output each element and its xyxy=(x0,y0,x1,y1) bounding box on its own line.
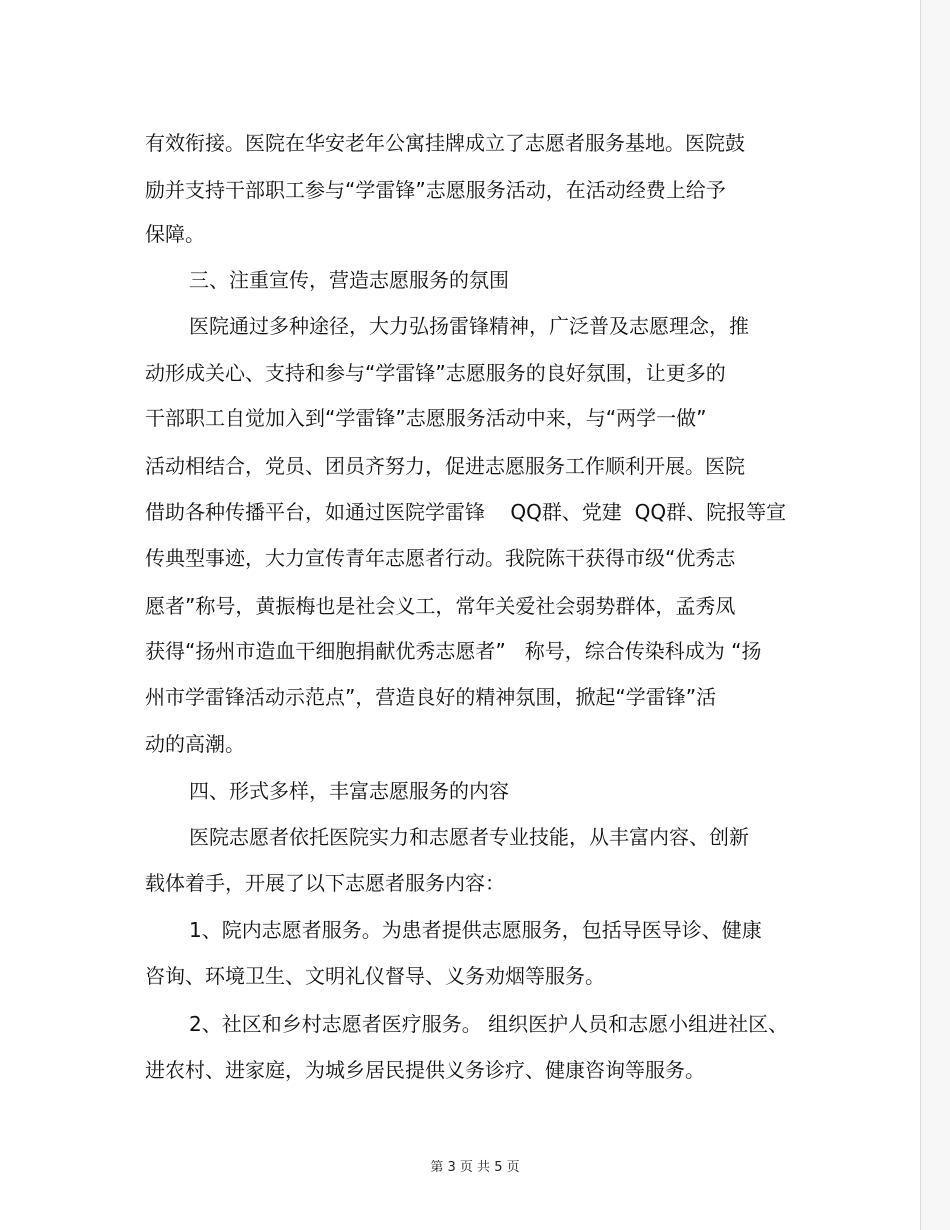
text-line: 州市学雷锋活动示范点”，营造良好的精神氛围，掀起“学雷锋”活 xyxy=(145,685,717,709)
text-line: 有效衔接。医院在华安老年公寓挂牌成立了志愿者服务基地。医院鼓 xyxy=(145,131,745,155)
section-heading: 三、注重宣传，营造志愿服务的氛围 xyxy=(189,268,509,292)
text-line: 传典型事迹，大力宣传青年志愿者行动。我院陈干获得市级“优秀志 xyxy=(145,546,736,570)
text-line: 咨询、环境卫生、文明礼仪督导、义务劝烟等服务。 xyxy=(145,964,605,988)
text-line: 愿者”称号，黄振梅也是社会义工，常年关爱社会弱势群体，孟秀凤 xyxy=(145,594,736,618)
text-line: 动的高潮。 xyxy=(145,732,245,756)
text-line: 借助各种传播平台，如通过医院学雷锋 QQ群、党建 QQ群、院报等宣 xyxy=(145,500,787,524)
text-line: 2、社区和乡村志愿者医疗服务。 组织医护人员和志愿小组进社区、 xyxy=(189,1012,789,1036)
text-line: 保障。 xyxy=(145,222,205,246)
text-line: 活动相结合，党员、团员齐努力，促进志愿服务工作顺利开展。医院 xyxy=(145,454,745,478)
text-line: 医院通过多种途径，大力弘扬雷锋精神，广泛普及志愿理念，推 xyxy=(189,314,749,338)
text-line: 载体着手，开展了以下志愿者服务内容： xyxy=(145,871,505,895)
text-line: 医院志愿者依托医院实力和志愿者专业技能，从丰富内容、创新 xyxy=(189,825,749,849)
section-heading: 四、形式多样，丰富志愿服务的内容 xyxy=(189,779,509,803)
text-line: 进农村、进家庭，为城乡居民提供义务诊疗、健康咨询等服务。 xyxy=(145,1058,705,1082)
text-line: 动形成关心、支持和参与“学雷锋”志愿服务的良好氛围，让更多的 xyxy=(145,361,726,385)
text-line: 1、院内志愿者服务。为患者提供志愿服务，包括导医导诊、健康 xyxy=(189,918,762,942)
page-margin xyxy=(921,0,950,1230)
text-line: 励并支持干部职工参与“学雷锋”志愿服务活动，在活动经费上给予 xyxy=(145,178,726,202)
page-footer: 第 3 页 共 5 页 xyxy=(430,1160,520,1175)
text-line: 获得“扬州市造血干细胞捐献优秀志愿者” 称号，综合传染科成为 “扬 xyxy=(145,639,762,663)
text-line: 干部职工自觉加入到“学雷锋”志愿服务活动中来，与“两学一做” xyxy=(145,406,707,430)
